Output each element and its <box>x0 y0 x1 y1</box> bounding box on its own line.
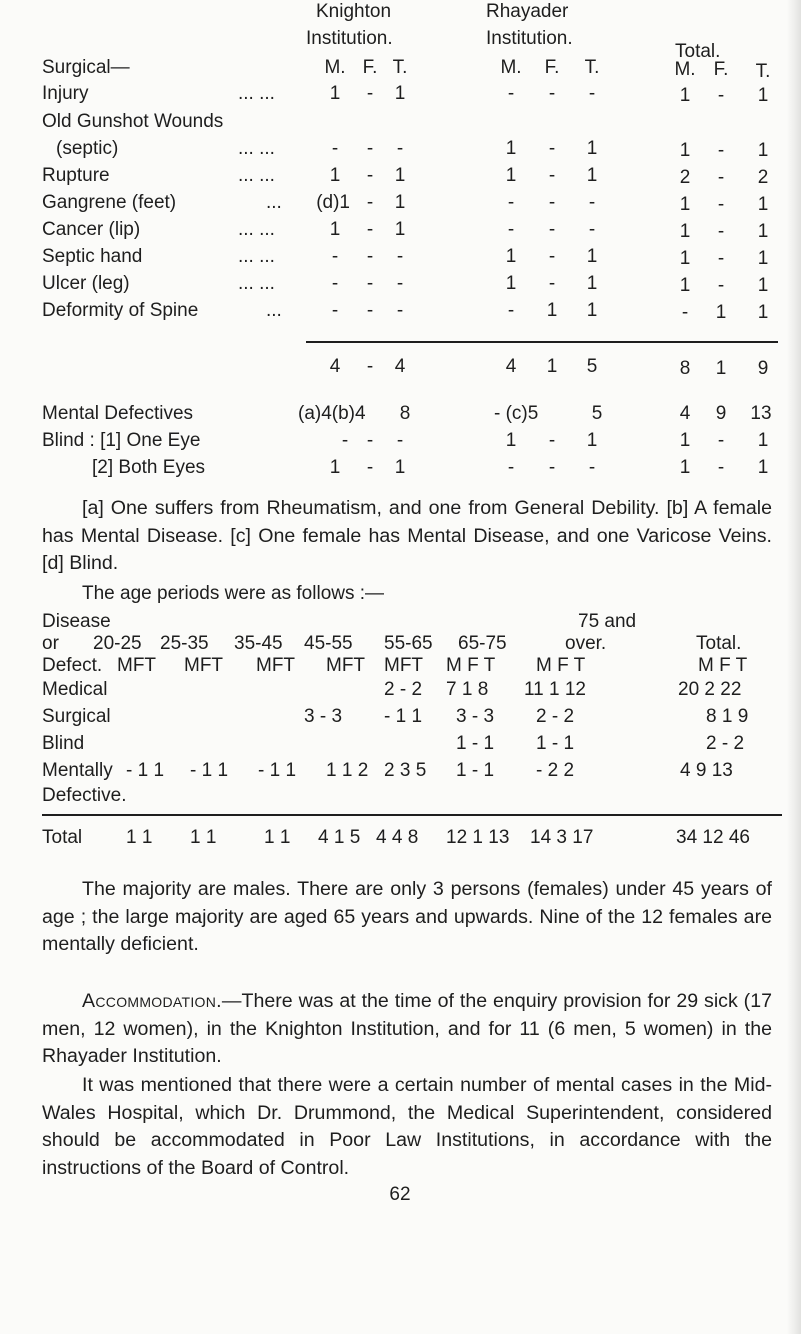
cell: 1 <box>757 248 769 269</box>
cell: 1 <box>715 302 727 323</box>
paragraph-mental-cases: It was mentioned that there were a certain number of mental cases in the Mid-Wales Hospital, which Dr. Drummond, the Medical Superintendent, considered should be accommodated in Poor Law Institutions, in accordance with the instructions of the Board of Control. <box>42 1074 772 1179</box>
age-period: 45-55 <box>304 633 353 654</box>
row-leader: ... ... <box>238 219 275 240</box>
age-total-cell: 1 1 <box>264 827 291 848</box>
age-total-cell: 34 12 46 <box>676 827 750 848</box>
cell: 2 <box>679 167 691 188</box>
cell: - <box>507 192 515 213</box>
age-head-over: over. <box>565 633 607 654</box>
cell: 1 <box>757 140 769 161</box>
table-rule <box>42 814 782 816</box>
cell: - <box>331 300 339 321</box>
cell: 1 <box>757 194 769 215</box>
cell: 1 <box>505 165 517 186</box>
age-period: 20-25 <box>93 633 142 654</box>
age-cell: 8 1 9 <box>706 706 749 727</box>
row-leader: ... ... <box>238 138 275 159</box>
cell: 5 <box>591 403 603 424</box>
cell: - <box>681 302 689 323</box>
age-head-disease: Disease <box>42 611 111 632</box>
cell: 1 <box>757 275 769 296</box>
age-cell: 2 - 2 <box>706 733 745 754</box>
cell: 1 <box>394 165 406 186</box>
row-leader: ... <box>266 300 282 321</box>
cell: 1 <box>586 165 598 186</box>
cell: 1 <box>394 192 406 213</box>
cell: 4 <box>679 403 691 424</box>
cell: - <box>548 457 556 478</box>
age-cell: - 1 1 <box>258 760 297 781</box>
cell: 1 <box>505 138 517 159</box>
age-cell: 2 - 2 <box>384 679 423 700</box>
age-cell: 1 1 2 <box>326 760 369 781</box>
accommodation-text: —There was at the time of the enquiry provision for 29 sick (17 men, 12 women), in the Knighton Institution, and for 11 (6 men, 5 women) in the Rhayader Institution. <box>42 990 772 1067</box>
cell: 1 <box>757 457 769 478</box>
cell: - <box>366 83 374 104</box>
cell: 1 <box>505 430 517 451</box>
cell: - <box>717 221 725 242</box>
age-cell: 3 - 3 <box>456 706 495 727</box>
cell: 1 <box>757 430 769 451</box>
sex-group: MFT <box>256 655 296 676</box>
sex-group: M F T <box>536 655 586 676</box>
cell: - <box>507 83 515 104</box>
age-head-or: or <box>42 633 59 654</box>
age-total-cell: 4 1 5 <box>318 827 361 848</box>
col-head-knighton-t: T. <box>392 57 408 78</box>
cell: 1 <box>679 430 691 451</box>
age-cell: - 1 1 <box>384 706 423 727</box>
paragraph-accommodation <box>42 988 772 1071</box>
cell: 1 <box>505 273 517 294</box>
rhayader-header: Rhayader <box>486 1 569 22</box>
age-cell: 2 3 5 <box>384 760 427 781</box>
cell: - <box>548 138 556 159</box>
row-label: Injury <box>42 83 89 104</box>
cell: 1 <box>329 219 341 240</box>
cell: 1 <box>679 248 691 269</box>
cell: - (c)5 <box>494 403 539 424</box>
cell: - <box>366 165 374 186</box>
row-label: Blind : [1] One Eye <box>42 430 201 451</box>
age-period: 35-45 <box>234 633 283 654</box>
row-label: Old Gunshot Wounds <box>42 111 224 132</box>
cell: - <box>366 430 374 451</box>
cell: 1 <box>586 246 598 267</box>
cell: 1 <box>329 83 341 104</box>
cell: - <box>588 83 596 104</box>
cell: - <box>717 194 725 215</box>
cell: - <box>717 248 725 269</box>
row-label: Rupture <box>42 165 110 186</box>
age-period: 25-35 <box>160 633 209 654</box>
cell: - <box>396 430 404 451</box>
cell: - <box>717 275 725 296</box>
cell: 8 <box>399 403 411 424</box>
subtotal-cell: 4 <box>394 356 406 377</box>
subtotal-cell: - <box>366 356 374 377</box>
age-total-cell: 1 1 <box>190 827 217 848</box>
cell: - <box>396 246 404 267</box>
age-head-defect: Defect. <box>42 655 103 676</box>
page-edge-shadow <box>787 0 801 1334</box>
cell: - <box>588 192 596 213</box>
age-head-75-and: 75 and <box>578 611 637 632</box>
age-period: 65-75 <box>458 633 507 654</box>
age-cell: 2 - 2 <box>536 706 575 727</box>
sex-group: MFT <box>117 655 157 676</box>
cell: - <box>507 457 515 478</box>
age-row-label: Surgical <box>42 706 111 727</box>
cell: - <box>548 430 556 451</box>
cell: 9 <box>715 403 727 424</box>
cell: 1 <box>505 246 517 267</box>
cell: (d)1 <box>316 192 350 213</box>
cell: - <box>366 457 374 478</box>
age-cell: 3 - 3 <box>304 706 343 727</box>
cell: 1 <box>586 300 598 321</box>
age-total-label: Total <box>42 827 83 848</box>
age-cell: 1 - 1 <box>536 733 575 754</box>
cell: - <box>341 430 349 451</box>
cell: 1 <box>546 300 558 321</box>
row-leader: ... ... <box>238 246 275 267</box>
cell: 1 <box>757 221 769 242</box>
subtotal-cell: 8 <box>679 358 691 379</box>
cell: 1 <box>679 221 691 242</box>
cell: - <box>548 273 556 294</box>
cell: - <box>548 165 556 186</box>
cell: (a)4(b)4 <box>298 403 366 424</box>
col-head-total-t: T. <box>755 61 771 82</box>
col-head-rhayader-m: M. <box>500 57 522 78</box>
age-cell: 7 1 8 <box>446 679 489 700</box>
cell: - <box>548 219 556 240</box>
cell: - <box>366 300 374 321</box>
cell: 1 <box>586 430 598 451</box>
row-label: [2] Both Eyes <box>92 457 206 478</box>
row-label: Septic hand <box>42 246 143 267</box>
subtotal-cell: 4 <box>329 356 341 377</box>
age-row-label: Mentally <box>42 760 113 781</box>
col-head-knighton-m: M. <box>324 57 346 78</box>
cell: 2 <box>757 167 769 188</box>
cell: 1 <box>329 165 341 186</box>
cell: - <box>717 430 725 451</box>
row-label: Cancer (lip) <box>42 219 141 240</box>
paragraph-majority: The majority are males. There are only 3 persons (females) under 45 years of age ; the large majority are aged 65 years and upwards. Nine of the 12 females are mentally deficient. <box>42 878 772 955</box>
cell: 1 <box>679 194 691 215</box>
cell: 1 <box>757 85 769 106</box>
age-cell: 1 - 1 <box>456 733 495 754</box>
row-label: Deformity of Spine <box>42 300 199 321</box>
age-head-total: Total. <box>696 633 742 654</box>
age-cell: 4 9 13 <box>680 760 733 781</box>
cell: - <box>717 85 725 106</box>
row-leader: ... ... <box>238 165 275 186</box>
age-cell: 20 2 22 <box>678 679 742 700</box>
cell: 1 <box>394 457 406 478</box>
table-rule <box>306 341 778 343</box>
cell: 1 <box>679 140 691 161</box>
sex-group: M F T <box>698 655 748 676</box>
sex-group: M F T <box>446 655 496 676</box>
rhayader-institution-header: Institution. <box>486 28 573 49</box>
cell: 1 <box>586 138 598 159</box>
age-intro: The age periods were as follows :— <box>82 583 385 604</box>
page-number: 62 <box>389 1184 411 1205</box>
age-total-cell: 14 3 17 <box>530 827 594 848</box>
cell: 1 <box>394 83 406 104</box>
cell: - <box>331 138 339 159</box>
age-cell: 11 1 12 <box>524 679 586 700</box>
col-head-knighton-f: F. <box>362 57 378 78</box>
age-total-cell: 1 1 <box>126 827 153 848</box>
cell: - <box>366 273 374 294</box>
footnotes: [a] One suffers from Rheumatism, and one from General Debility. [b] A female has Mental Disease. [c] One female has Mental Disease, and one Varicose Veins. [d] Blind. <box>42 497 772 574</box>
cell: - <box>507 300 515 321</box>
col-head-rhayader-t: T. <box>584 57 600 78</box>
cell: 1 <box>329 457 341 478</box>
cell: - <box>588 219 596 240</box>
age-cell: - 2 2 <box>536 760 575 781</box>
row-leader: ... ... <box>238 83 275 104</box>
cell: - <box>548 83 556 104</box>
col-head-rhayader-f: F. <box>544 57 560 78</box>
row-label: Ulcer (leg) <box>42 273 130 294</box>
row-leader: ... <box>266 192 282 213</box>
age-cell: - 1 1 <box>190 760 229 781</box>
sex-group: MFT <box>326 655 366 676</box>
sex-group: MFT <box>384 655 424 676</box>
cell: - <box>717 457 725 478</box>
cell: - <box>331 246 339 267</box>
cell: 1 <box>394 219 406 240</box>
age-row-label: Blind <box>42 733 85 754</box>
row-label: Gangrene (feet) <box>42 192 177 213</box>
subtotal-cell: 1 <box>546 356 558 377</box>
cell: - <box>507 219 515 240</box>
col-head-total-m: M. <box>674 59 696 80</box>
cell: 1 <box>679 275 691 296</box>
cell: - <box>396 273 404 294</box>
cell: - <box>717 140 725 161</box>
cell: - <box>366 246 374 267</box>
cell: - <box>396 300 404 321</box>
row-label: (septic) <box>56 138 119 159</box>
sex-group: MFT <box>184 655 224 676</box>
cell: - <box>588 457 596 478</box>
cell: - <box>366 138 374 159</box>
age-total-cell: 4 4 8 <box>376 827 419 848</box>
cell: - <box>366 219 374 240</box>
age-total-cell: 12 1 13 <box>446 827 510 848</box>
cell: 1 <box>679 457 691 478</box>
cell: 13 <box>750 403 772 424</box>
cell: - <box>548 192 556 213</box>
cell: - <box>366 192 374 213</box>
age-row-label: Medical <box>42 679 108 700</box>
total-header: Total. <box>675 41 721 62</box>
col-head-total-f: F. <box>713 59 729 80</box>
cell: 1 <box>679 85 691 106</box>
cell: 1 <box>757 302 769 323</box>
subtotal-cell: 1 <box>715 358 727 379</box>
cell: 1 <box>586 273 598 294</box>
knighton-institution-header: Institution. <box>306 28 393 49</box>
age-row-label-cont: Defective. <box>42 785 127 806</box>
age-period: 55-65 <box>384 633 433 654</box>
age-cell: - 1 1 <box>126 760 165 781</box>
row-label: Mental Defectives <box>42 403 194 424</box>
accommodation-heading: Accommodation. <box>82 990 222 1012</box>
knighton-header: Knighton <box>316 1 392 22</box>
cell: - <box>396 138 404 159</box>
surgical-section-label: Surgical— <box>42 57 130 78</box>
subtotal-cell: 4 <box>505 356 517 377</box>
cell: - <box>331 273 339 294</box>
subtotal-cell: 5 <box>586 356 598 377</box>
cell: - <box>717 167 725 188</box>
age-cell: 1 - 1 <box>456 760 495 781</box>
row-leader: ... ... <box>238 273 275 294</box>
subtotal-cell: 9 <box>757 358 769 379</box>
cell: - <box>548 246 556 267</box>
